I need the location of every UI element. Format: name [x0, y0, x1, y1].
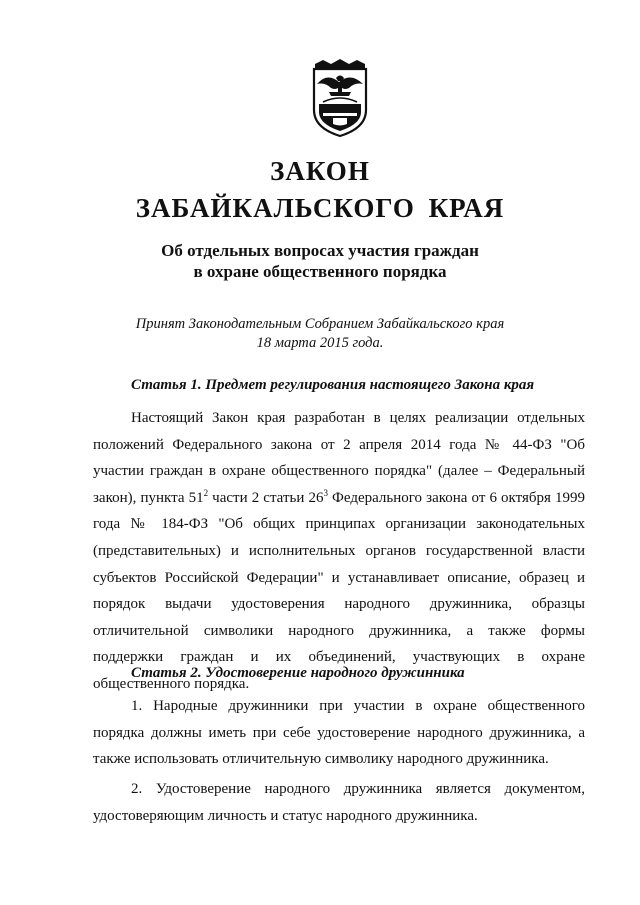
law-subject-line1: Об отдельных вопросах участия граждан: [161, 241, 479, 260]
article1-text-part2: части 2 статьи 26: [208, 489, 324, 506]
article1-heading: Статья 1. Предмет регулирования настоящего Закона края: [131, 377, 535, 393]
article1-text-part1: Настоящий Закон края разработан в целях реализации отдельных положений Федерального закона от 2 апреля 2014 года № 44-ФЗ "Об участии граждан в охране общественного порядка" (далее – Федеральный закон), пункта 51: [93, 410, 585, 506]
law-title: ЗАКОН: [270, 156, 370, 186]
coat-of-arms-icon: [309, 58, 371, 138]
law-subject-line2: в охране общественного порядка: [193, 262, 447, 281]
article1-text-part3: Федерального закона от 6 октября 1999 года № 184-ФЗ "Об общих принципах организации законодательных (представительных) и исполнительных органов государственной власти субъектов Российской Федерации" и устанавливает описание, образец и порядок выдачи удостоверения народного дружинника, образцы отличительной символики народного дружинника, а также формы поддержки граждан и их объединений, участвующих в охране общественного порядка.: [93, 489, 585, 692]
article2-heading: Статья 2. Удостоверение народного дружинника: [131, 665, 465, 681]
adoption-note-line1: Принят Законодательным Собранием Забайкальского края: [135, 316, 505, 332]
article2-paragraph-2: 2. Удостоверение народного дружинника является документом, удостоверяющим личность и статус народного дружинника.: [93, 781, 585, 824]
article1-superscript-1: 2: [203, 487, 209, 498]
adoption-note-date: 18 марта 2015 года.: [256, 335, 384, 351]
article2-paragraph-1: 1. Народные дружинники при участии в охране общественного порядка должны иметь при себе удостоверение народного дружинника, а также использовать отличительную символику народного дружинника.: [93, 698, 585, 768]
region-title: ЗАБАЙКАЛЬСКОГО КРАЯ: [135, 193, 505, 223]
article1-paragraph: [93, 405, 585, 698]
article1-superscript-2: 3: [323, 487, 328, 498]
